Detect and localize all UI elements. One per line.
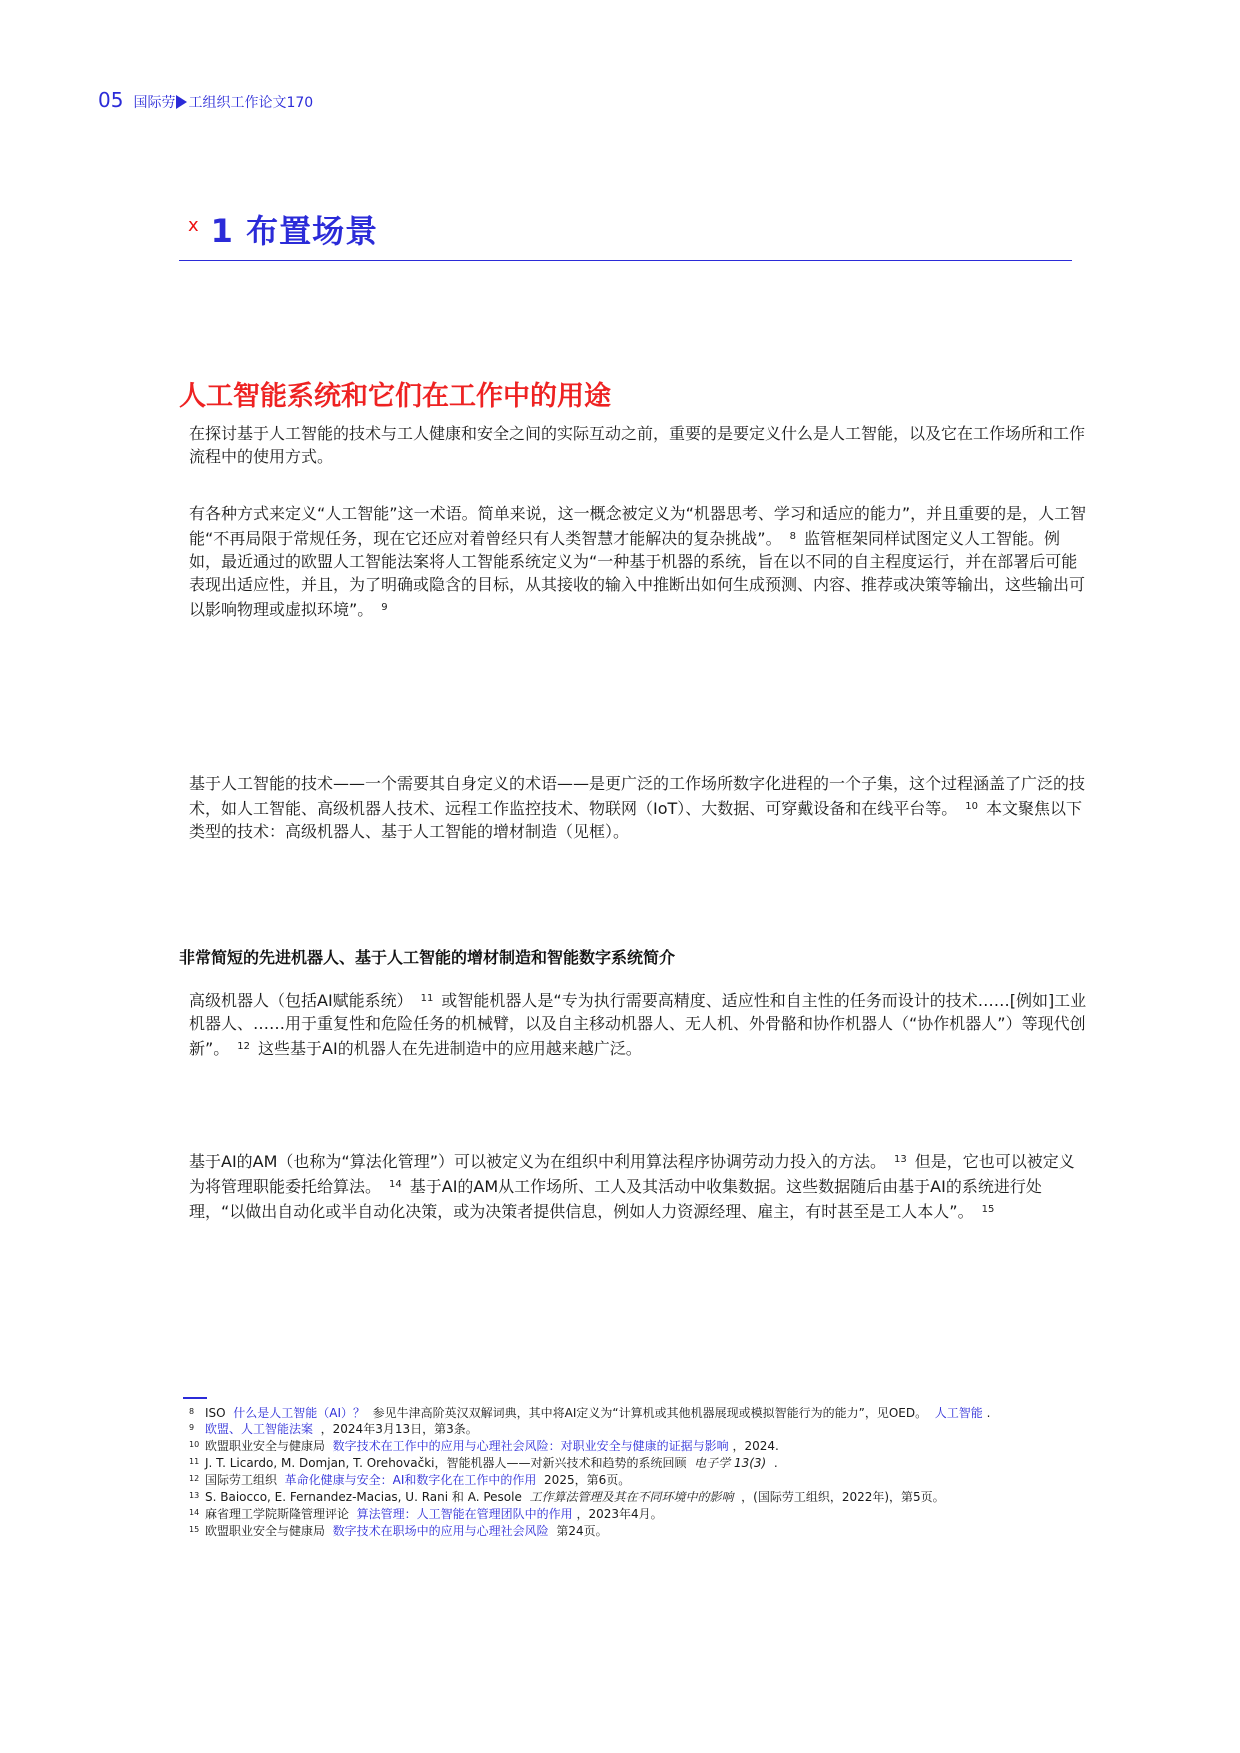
page-number: 05 (98, 88, 124, 112)
footnote-text: 参见牛津高阶英汉双解词典，其中将AI定义为“计算机或其他机器展现或模拟智能行为的能力”，见OED。 (372, 1406, 928, 1420)
footnote-text: 2025，第6页。 (544, 1473, 631, 1487)
footnote-text: . (773, 1456, 778, 1470)
footnote-ref-14[interactable]: 14 (389, 1179, 402, 1190)
footnote-text: 欧盟职业安全与健康局 (205, 1524, 326, 1538)
footnote-link[interactable]: 革命化健康与安全：AI和数字化在工作中的作用 (284, 1473, 537, 1487)
footnote-number: 11 (189, 1457, 200, 1466)
publication-title (133, 92, 313, 112)
footnote-divider (183, 1397, 207, 1399)
paragraph-4 (189, 987, 1089, 1060)
footnote-ref-9[interactable]: 9 (381, 602, 388, 613)
footnote-number: 13 (189, 1491, 200, 1500)
footnote-ref-11[interactable]: 11 (420, 993, 434, 1004)
footnote-link[interactable]: 数字技术在职场中的应用与心理社会风险 (332, 1524, 549, 1538)
paragraph-5 (189, 1148, 1089, 1223)
footnote-text: 欧盟职业安全与健康局 (205, 1439, 326, 1453)
footnote-ref-10[interactable]: 10 (965, 801, 979, 812)
footnote-text: J. T. Licardo, M. Domjan, T. Orehovački，智能机器人——对新兴技术和趋势的系统回顾 (205, 1456, 687, 1470)
paragraph-2 (189, 502, 1089, 621)
box-title: 非常简短的先进机器人、基于人工智能的增材制造和智能数字系统简介 (179, 948, 676, 967)
paragraph-5-text-b: 但是，它也可以被定义为将管理职能委托给算法。 (189, 1152, 1075, 1196)
footnote-link[interactable]: 欧盟、人工智能法案 (205, 1422, 314, 1436)
footnote-10 (189, 1437, 1089, 1454)
footnote-link[interactable]: 人工智能 (934, 1406, 983, 1420)
footnote-text: 国际劳工组织 (205, 1473, 278, 1487)
paragraph-1: 在探讨基于人工智能的技术与工人健康和安全之间的实际互动之前，重要的是要定义什么是人工智能，以及它在工作场所和工作流程中的使用方式。 (189, 424, 1086, 466)
footnote-number: 10 (189, 1440, 200, 1449)
footnote-link[interactable]: 数字技术在工作中的应用与心理社会风险：对职业安全与健康的证据与影响 (332, 1439, 729, 1453)
footnote-text: S. Baiocco, E. Fernandez-Macias, U. Rani 和 A. Pesole (205, 1490, 522, 1504)
footnote-ref-8[interactable]: 8 (789, 531, 796, 542)
footnote-text: ，2024年3月13日，第3条。 (320, 1422, 478, 1436)
paragraph-3-text-a: 基于人工智能的技术——一个需要其自身定义的术语——是更广泛的工作场所数字化进程的一个子集，这个过程涵盖了广泛的技术，如人工智能、高级机器人技术、远程工作监控技术、物联网（IoT）、大数据、可穿戴设备和在线平台等。 (189, 774, 1086, 818)
paragraph-3 (189, 772, 1089, 843)
footnote-link[interactable]: 算法管理：人工智能在管理团队中的作用 (356, 1507, 573, 1521)
footnote-text: 麻省理工学院斯隆管理评论 (205, 1507, 350, 1521)
footnote-ref-13[interactable]: 13 (894, 1154, 907, 1165)
footnote-15 (189, 1522, 1089, 1539)
footnote-9 (189, 1420, 1089, 1437)
section-divider (179, 260, 1072, 261)
footnote-12 (189, 1471, 1089, 1488)
page-header (98, 88, 313, 112)
footnote-14 (189, 1505, 1089, 1522)
paragraph-4-text-a: 高级机器人（包括AI赋能系统） (189, 991, 413, 1010)
footnote-text: ，2023年4月。 (576, 1507, 663, 1521)
paragraph-4-text-b: 或智能机器人是“专为执行需要高精度、适应性和自主性的任务而设计的技术……[例如]工业机器人、……用于重复性和危险任务的机械臂，以及自主移动机器人、无人机、外骨骼和协作机器人（“协作机器人”）等现代创新”。 (189, 991, 1087, 1058)
footnote-8 (189, 1404, 1089, 1421)
paragraph-4-text-c: 这些基于AI的机器人在先进制造中的应用越来越广泛。 (258, 1039, 642, 1058)
section-heading (188, 206, 378, 252)
footnote-11 (189, 1454, 1089, 1471)
footnote-title: 工作算法管理及其在不同环境中的影响 (529, 1490, 734, 1504)
footnote-number: 12 (189, 1474, 200, 1483)
footnote-ref-15[interactable]: 15 (981, 1204, 995, 1215)
subsection-title: 人工智能系统和它们在工作中的用途 (179, 381, 611, 412)
publication-title-part1: 国际劳 (133, 95, 176, 111)
arrow-icon (176, 95, 187, 109)
footnote-link[interactable]: 什么是人工智能（AI）？ (233, 1406, 365, 1420)
footnote-13 (189, 1488, 1089, 1505)
footnote-journal: 电子学 13(3) (694, 1456, 767, 1470)
paragraph-5-text-a: 基于AI的AM（也称为“算法化管理”）可以被定义为在组织中利用算法程序协调劳动力投入的方法。 (189, 1152, 886, 1171)
footnote-ref-12[interactable]: 12 (237, 1041, 251, 1052)
footnote-number: 8 (189, 1407, 195, 1416)
publication-title-part2: 工组织工作论文170 (188, 95, 314, 111)
footnote-text: 第24页。 (556, 1524, 608, 1538)
footnote-number: 14 (189, 1508, 200, 1517)
footnote-number: 15 (189, 1525, 200, 1534)
footnote-number: 9 (189, 1423, 195, 1432)
section-title: 1 布置场景 (210, 212, 379, 250)
footnote-text: . (986, 1406, 991, 1420)
paragraph-2-text-b: 监管框架同样试图定义人工智能。例如，最近通过的欧盟人工智能法案将人工智能系统定义为“一种基于机器的系统，旨在以不同的自主程度运行，并在部署后可能表现出适应性，并且，为了明确或隐含的目标，从其接收的输入中推断出如何生成预测、内容、推荐或决策等输出，这些输出可以影响物理或虚拟环境”。 (189, 529, 1086, 619)
footnote-text: ISO (205, 1406, 226, 1420)
paragraph-3-text-b: 本文聚焦以下类型的技术：高级机器人、基于人工智能的增材制造（见框）。 (189, 799, 1083, 841)
footnote-text: ，(国际劳工组织，2022年)，第5页。 (741, 1490, 945, 1504)
paragraph-5-text-c: 基于AI的AM从工作场所、工人及其活动中收集数据。这些数据随后由基于AI的系统进行处理，“以做出自动化或半自动化决策，或为决策者提供信息，例如人力资源经理、雇主，有时甚至是工人本人”。 (189, 1177, 1042, 1221)
paragraph-2-text-a: 有各种方式来定义“人工智能”这一术语。简单来说，这一概念被定义为“机器思考、学习和适应的能力”，并且重要的是，人工智能“不再局限于常规任务，现在它还应对着曾经只有人类智慧才能解决的复杂挑战”。 (189, 504, 1087, 548)
close-icon: x (188, 214, 199, 236)
footnote-text: ，2024. (732, 1439, 779, 1453)
